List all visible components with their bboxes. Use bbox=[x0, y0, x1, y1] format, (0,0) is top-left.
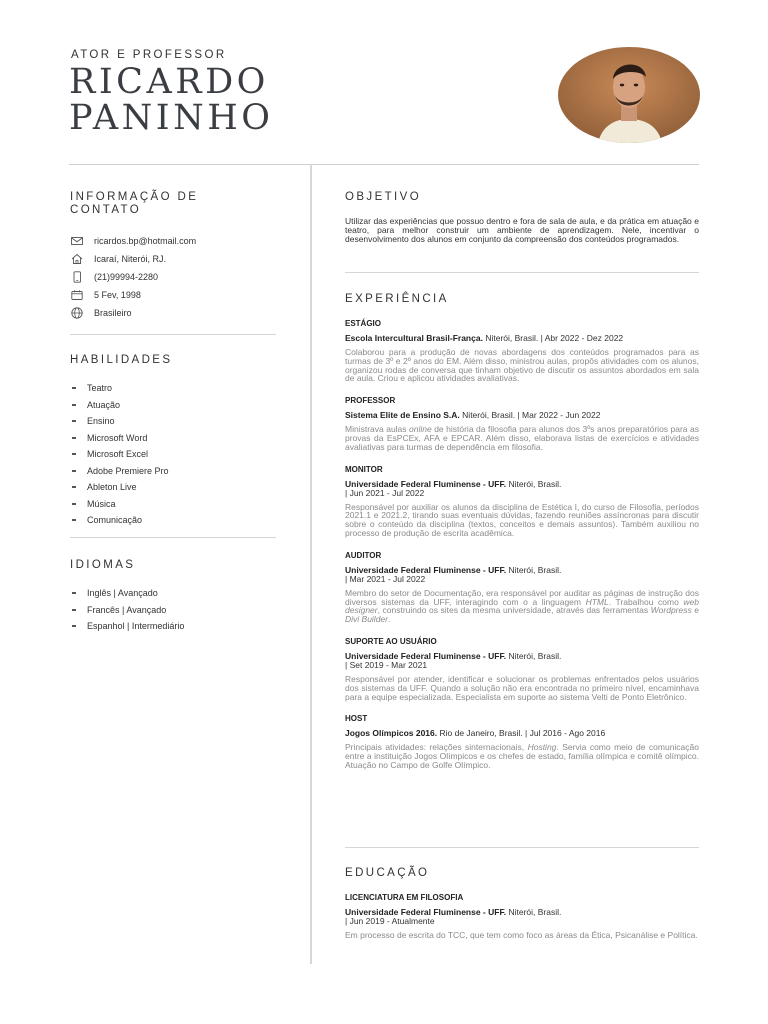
education-org-line bbox=[345, 908, 699, 926]
education-period: | Jun 2019 - Atualmente bbox=[345, 916, 435, 926]
job-org-line bbox=[345, 480, 699, 498]
contact-address-text: Icaraí, Niterói, RJ. bbox=[94, 254, 167, 264]
job-org: Universidade Federal Fluminense - UFF. bbox=[345, 650, 507, 661]
education-title: EDUCAÇÃO bbox=[345, 867, 430, 879]
job-entry bbox=[345, 319, 699, 383]
job-period: | Mar 2021 - Jul 2022 bbox=[345, 573, 426, 584]
bullet-icon bbox=[72, 519, 76, 521]
education-place: Niterói, Brasil. bbox=[508, 907, 562, 917]
experience-section bbox=[345, 293, 699, 770]
education-description: Em processo de escrita do TCC, que tem como foco as áreas da Ética, Psicanálise e Política. bbox=[345, 930, 698, 940]
envelope-icon bbox=[70, 235, 83, 247]
list-item: Teatro bbox=[70, 380, 276, 397]
job-description: Responsável por atender, identificar e solucionar os problemas enfrentados pelos usuários dos sistemas da UFF. Quando a solução não era encontrada no primeiro nível, encaminhava para a equipe especializada. Especialista em suporte ao sistema Velti de Ponto Eletrônico. bbox=[345, 673, 699, 702]
list-item: Espanhol | Intermediário bbox=[70, 618, 276, 635]
bullet-icon bbox=[72, 609, 76, 611]
list-item: Ableton Live bbox=[70, 479, 276, 496]
bullet-icon bbox=[72, 486, 76, 488]
job-org: Sistema Elite de Ensino S.A. bbox=[345, 410, 460, 421]
profile-photo-illustration bbox=[558, 47, 700, 143]
job-org: Jogos Olímpicos 2016. bbox=[345, 728, 438, 739]
column-divider bbox=[310, 164, 312, 964]
job-period: | Jun 2021 - Jul 2022 bbox=[345, 487, 425, 498]
job-org: Universidade Federal Fluminense - UFF. bbox=[345, 478, 507, 489]
list-item: Francês | Avançado bbox=[70, 602, 276, 619]
job-entry bbox=[345, 465, 699, 538]
education-degree: LICENCIATURA EM FILOSOFIA bbox=[345, 893, 464, 902]
phone-icon bbox=[70, 271, 83, 283]
profile-photo bbox=[558, 47, 700, 143]
job-place: Niterói, Brasil. bbox=[508, 564, 562, 575]
left-divider-2 bbox=[70, 537, 276, 538]
job-place: Niterói, Brasil. bbox=[508, 650, 562, 661]
job-place: Niterói, Brasil. bbox=[462, 410, 516, 421]
bullet-icon bbox=[72, 625, 76, 627]
job-period: | Jul 2016 - Ago 2016 bbox=[525, 728, 606, 739]
right-divider-1 bbox=[345, 272, 699, 273]
job-description: Membro do setor de Documentação, era responsável por auditar as páginas de instrução dos diversos sistemas da UFF, interagindo com o a linguagem HTML. Trabalhou como web designer, construindo os sites da mesma universidade, através das ferramentas Wordpress e Divi Builder. bbox=[345, 587, 700, 625]
list-item: Microsoft Word bbox=[70, 430, 276, 447]
contact-email-text[interactable]: ricardos.bp@hotmail.com bbox=[94, 236, 197, 246]
bullet-icon bbox=[72, 453, 76, 455]
list-item: Comunicação bbox=[70, 512, 276, 529]
education-entry bbox=[345, 893, 699, 940]
right-divider-2 bbox=[345, 847, 699, 848]
bullet-icon bbox=[72, 470, 76, 472]
job-org-line bbox=[345, 334, 699, 343]
last-name: PANINHO bbox=[69, 98, 274, 138]
languages-list bbox=[70, 585, 276, 635]
list-item: Atuação bbox=[70, 397, 276, 414]
header-divider bbox=[69, 164, 699, 165]
job-entry bbox=[345, 396, 699, 451]
experience-title: EXPERIÊNCIA bbox=[345, 293, 449, 305]
contact-nationality bbox=[70, 304, 276, 322]
bullet-icon bbox=[72, 592, 76, 594]
list-item: Inglês | Avançado bbox=[70, 585, 276, 602]
first-name: RICARDO bbox=[69, 62, 269, 102]
list-item: Adobe Premiere Pro bbox=[70, 463, 276, 480]
bullet-icon bbox=[72, 387, 76, 389]
contact-email bbox=[70, 232, 276, 250]
job-entry bbox=[345, 551, 699, 624]
job-period: | Abr 2022 - Dez 2022 bbox=[540, 333, 624, 343]
languages-section bbox=[70, 559, 276, 635]
job-role: SUPORTE AO USUÁRIO bbox=[345, 636, 437, 646]
job-subtitle: ATOR E PROFESSOR bbox=[71, 49, 227, 61]
job-role: HOST bbox=[345, 714, 368, 724]
left-divider-1 bbox=[70, 334, 276, 335]
job-description: Ministrava aulas online de história da filosofia para alunos dos 3ºs anos preparatórios para as provas da EsPCEx, AFA e EPCAR. Além disso, elaborava listas de exercícios e atividades avaliativas para turmas de dependência em filosofia. bbox=[345, 424, 699, 452]
job-role: AUDITOR bbox=[345, 550, 382, 560]
job-description: Responsável por auxiliar os alunos da disciplina de Estética I, do curso de Filosofia, períodos 2021.1 e 2021.2, tirando suas eventuais dúvidas, fazendo reuniões assíncronas para discutir sobre o conteúdo da disciplina (textos, conceitos e demais assuntos). Também auxiliou no processo de produção de escrita acadêmica. bbox=[345, 501, 699, 538]
resume-header bbox=[0, 0, 768, 165]
job-role: MONITOR bbox=[345, 464, 383, 474]
globe-icon bbox=[70, 307, 83, 319]
objective-section bbox=[345, 191, 699, 243]
job-org-line bbox=[345, 411, 699, 420]
bullet-icon bbox=[72, 437, 76, 439]
contact-section bbox=[70, 191, 276, 322]
objective-text: Utilizar das experiências que possuo dentro e fora de sala de aula, e da prática em atuação e teatro, para melhor construir um ambiente de aprendizagem. Nele, incentivar o desenvolvimento dos alunos em conjunto da compreensão dos conteúdos programados. bbox=[345, 216, 699, 244]
bullet-icon bbox=[72, 404, 76, 406]
job-role: PROFESSOR bbox=[345, 396, 396, 406]
job-org-line bbox=[345, 652, 699, 670]
job-place: Niterói, Brasil. bbox=[485, 333, 539, 343]
job-org: Escola Intercultural Brasil-França. bbox=[345, 333, 483, 343]
languages-title: IDIOMAS bbox=[70, 559, 136, 571]
job-place: Rio de Janeiro, Brasil. bbox=[439, 728, 523, 739]
job-role: ESTÁGIO bbox=[345, 319, 382, 328]
contact-phone-text[interactable]: (21)99994-2280 bbox=[94, 272, 159, 282]
contact-phone bbox=[70, 268, 276, 286]
list-item: Microsoft Excel bbox=[70, 446, 276, 463]
person-name bbox=[69, 64, 273, 136]
contact-title: INFORMAÇÃO DE CONTATO bbox=[70, 191, 199, 216]
objective-title: OBJETIVO bbox=[345, 191, 422, 203]
job-entry bbox=[345, 637, 699, 701]
skills-list bbox=[70, 380, 276, 529]
skills-section bbox=[70, 354, 276, 529]
contact-birthdate bbox=[70, 286, 276, 304]
job-org-line bbox=[345, 729, 699, 738]
calendar-icon bbox=[70, 289, 83, 301]
job-period: | Mar 2022 - Jun 2022 bbox=[517, 410, 601, 421]
bullet-icon bbox=[72, 420, 76, 422]
job-entry bbox=[345, 714, 699, 769]
contact-list bbox=[70, 232, 276, 322]
contact-address bbox=[70, 250, 276, 268]
education-section bbox=[345, 867, 699, 940]
list-item: Música bbox=[70, 496, 276, 513]
job-org: Universidade Federal Fluminense - UFF. bbox=[345, 564, 507, 575]
job-org-line bbox=[345, 566, 699, 584]
education-org: Universidade Federal Fluminense - UFF. bbox=[345, 907, 507, 917]
job-description: Colaborou para a produção de novas abordagens dos conteúdos programados para as turmas de 3º e 2º anos do EM. Além disso, ministrou aulas, propôs atividades com os alunos, organizou rodas de conversa que tinham objetivo de discutir os assuntos abordados em sala de aula. Criou e aplicou atividades avaliativas. bbox=[345, 347, 699, 384]
job-place: Niterói, Brasil. bbox=[508, 478, 562, 489]
skills-title: HABILIDADES bbox=[70, 354, 173, 366]
bullet-icon bbox=[72, 503, 76, 505]
job-period: | Set 2019 - Mar 2021 bbox=[345, 659, 428, 670]
home-icon bbox=[70, 253, 83, 265]
contact-nationality-text: Brasileiro bbox=[94, 308, 132, 318]
contact-birthdate-text: 5 Fev, 1998 bbox=[94, 290, 141, 300]
job-description: Principais atividades: relações sinternacionais, Hosting. Servia como meio de comunicação entre a instituição Jogos Olímpicos e os chefes de estado, família olímpica e comitê olímpico. Atuação no Campo de Golfe Olímpico. bbox=[345, 742, 699, 770]
list-item: Ensino bbox=[70, 413, 276, 430]
